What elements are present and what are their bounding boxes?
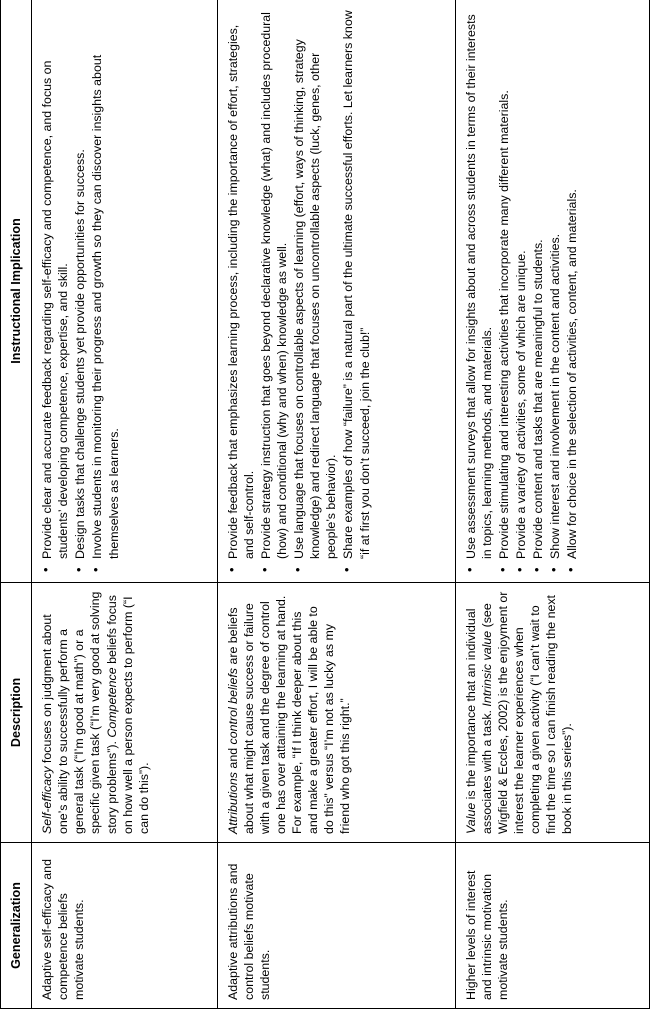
table-header-row xyxy=(1,0,32,1009)
description-text-2: (see Wigfield & Eccles, 2002) is the enjoyment or interest the learner experiences when completing a given activity (“I can’t wait to find the time so I can finish reading the next book in this series”). xyxy=(479,591,575,834)
list-item: • Use assessment surveys that allow for insights about and across students in terms of their interests in topics, learning methods, and materials. xyxy=(463,8,495,559)
implication-list xyxy=(225,8,373,574)
table-row xyxy=(217,0,455,1009)
cell-generalization: Higher levels of interest and intrinsic motivation motivate students. xyxy=(455,843,649,1009)
description-term-secondary: Competence xyxy=(104,667,119,738)
description-text-1: and xyxy=(225,744,240,773)
description-term-primary: Attributions xyxy=(225,772,240,834)
list-item: • Share examples of how “failure” is a natural part of the ultimate successful efforts. Let learners know “if at first you don’t succeed, join the club!” xyxy=(340,8,372,559)
column-header-instructional-implication: Instructional Implication xyxy=(1,0,32,583)
list-item: • Provide stimulating and interesting activities that incorporate many different materials. xyxy=(496,8,512,559)
description-text-2: are beliefs about what might cause success or failure with a given task and the degree of control one has over attaining the learning at hand. For example, “If I think deeper about this and make a greater effort, I will be able to do this” versus “I’m not as lucky as my friend who got this right.” xyxy=(225,595,353,834)
description-text-1: focuses on judgment about one’s ability to successfully perform a general task (“I’m good at math”) or a specific given task (“I’m very good at solving story problems”). xyxy=(40,591,119,834)
table-row xyxy=(455,0,649,1009)
list-item: • Involve students in monitoring their progress and growth so they can discover insights about themselves as learners. xyxy=(89,8,121,559)
cell-generalization: Adaptive self-efficacy and competence beliefs motivate students. xyxy=(32,843,218,1009)
cell-instructional-implication xyxy=(32,0,218,583)
cell-instructional-implication xyxy=(217,0,455,583)
table-row xyxy=(32,0,218,1009)
cell-generalization: Adaptive attributions and control beliefs motivate students. xyxy=(217,843,455,1009)
list-item: • Show interest and involvement in the content and activities. xyxy=(547,8,563,559)
cell-description xyxy=(217,583,455,843)
implication-list xyxy=(463,8,581,574)
description-text-1: is the importance that an individual associates with a task. xyxy=(463,608,494,834)
list-item: • Provide feedback that emphasizes learning process, including the importance of effort, strategies, and self-control. xyxy=(225,8,257,559)
description-term-primary: Self-efficacy xyxy=(40,766,54,834)
description-text-2: beliefs focus on how well a person expects to perform (“I can do this”). xyxy=(104,595,151,834)
cell-instructional-implication xyxy=(455,0,649,583)
list-item: • Use language that focuses on controllable aspects of learning (effort, ways of thinking, strategy knowledge) and redirect language that focuses on uncontrollable aspects (luck, genes, other people’s behavior). xyxy=(291,8,339,559)
implication-list xyxy=(39,8,122,574)
list-item: • Allow for choice in the selection of activities, content, and materials. xyxy=(564,8,580,559)
list-item: • Provide content and tasks that are meaningful to students. xyxy=(530,8,546,559)
column-header-generalization: Generalization xyxy=(1,843,32,1009)
list-item: • Design tasks that challenge students yet provide opportunities for success. xyxy=(72,8,88,559)
list-item: • Provide clear and accurate feedback regarding self-efficacy and competence, and focus on students’ developing competence, expertise, and skill. xyxy=(39,8,71,559)
description-term-secondary: control beliefs xyxy=(225,668,240,745)
cell-description xyxy=(455,583,649,843)
cell-description xyxy=(32,583,218,843)
list-item: • Provide a variety of activities, some of which are unique. xyxy=(513,8,529,559)
column-header-description: Description xyxy=(1,583,32,843)
list-item: • Provide strategy instruction that goes beyond declarative knowledge (what) and includes procedural (how) and conditional (why and when) knowledge as well. xyxy=(258,8,290,559)
description-term-secondary: Intrinsic value xyxy=(479,630,494,707)
description-term-primary: Value xyxy=(463,802,478,834)
